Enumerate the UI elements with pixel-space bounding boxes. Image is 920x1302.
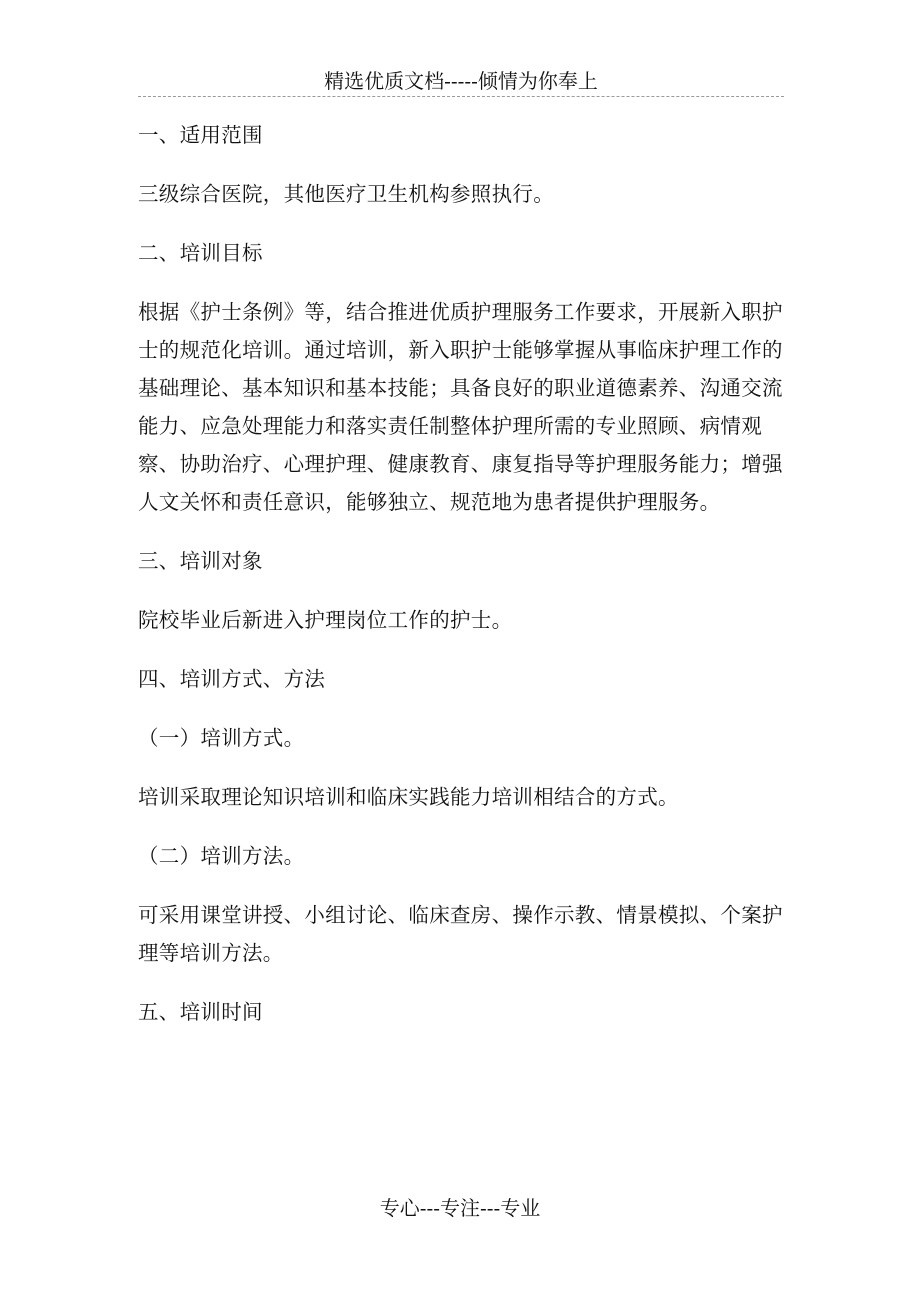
subsection-heading-mode: （一）培训方式。	[138, 726, 305, 750]
page-footer: 专心---专注---专业	[379, 1196, 541, 1220]
section-heading-goals: 二、培训目标	[138, 241, 263, 265]
section-text-scope: 三级综合医院，其他医疗卫生机构参照执行。	[138, 182, 554, 206]
section-heading-duration: 五、培训时间	[138, 1000, 263, 1024]
subsection-text-method: 可采用课堂讲授、小组讨论、临床查房、操作示教、情景模拟、个案护理等培训方法。	[138, 903, 783, 965]
document-body	[138, 116, 784, 1052]
section-heading-scope: 一、适用范围	[138, 123, 263, 147]
subsection-text-mode: 培训采取理论知识培训和临床实践能力培训相结合的方式。	[138, 785, 679, 809]
section-text-target: 院校毕业后新进入护理岗位工作的护士。	[138, 608, 513, 632]
section-heading-target: 三、培训对象	[138, 549, 263, 573]
subsection-heading-method: （二）培训方法。	[138, 844, 305, 868]
section-heading-methods: 四、培训方式、方法	[138, 667, 326, 691]
section-text-goals: 根据《护士条例》等，结合推进优质护理服务工作要求，开展新入职护士的规范化培训。通过培训，新入职护士能够掌握从事临床护理工作的基础理论、基本知识和基本技能；具备良好的职业道德素养、沟通交流能力、应急处理能力和落实责任制整体护理所需的专业照顾、病情观察、协助治疗、心理护理、健康教育、康复指导等护理服务能力；增强人文关怀和责任意识，能够独立、规范地为患者提供护理服务。	[138, 300, 783, 514]
page-header: 精选优质文档-----倾情为你奉上	[138, 66, 784, 97]
